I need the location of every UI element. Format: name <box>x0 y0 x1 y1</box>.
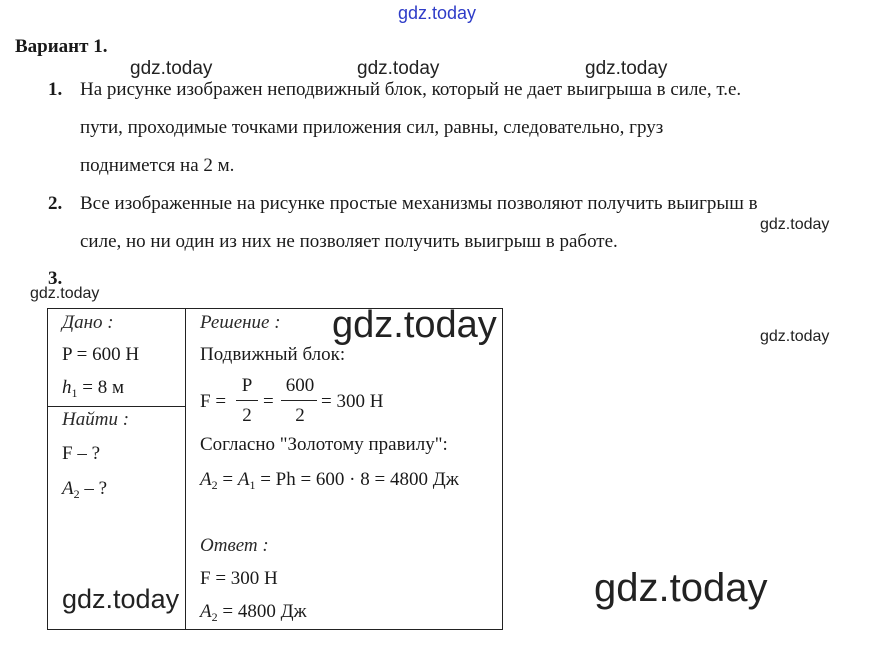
given-weight: P = 600 Н <box>62 344 140 365</box>
watermark: gdz.today <box>30 285 100 302</box>
eq2-work: $A_2 = A_1 = Ph = 600 \cdot 8 = 4800$ Дж <box>200 469 459 492</box>
solution-label: Решение : <box>200 312 281 333</box>
item-text-line: Все изображенные на рисунке простые механизмы позволяют получить выигрыш в <box>80 193 758 214</box>
item-text-line: поднимется на 2 м. <box>80 155 235 176</box>
golden-rule-text: Согласно "Золотому правилу": <box>200 434 448 455</box>
item-number: 1. <box>48 79 63 100</box>
fraction-denominator: 2 <box>295 405 305 426</box>
eq1-lhs: F = <box>200 391 227 412</box>
eq1-rhs: = 300 Н <box>321 391 384 412</box>
watermark: gdz.today <box>357 58 440 79</box>
given-label: Дано : <box>62 312 114 333</box>
fraction-numerator: 600 <box>285 375 315 396</box>
movable-block-text: Подвижный блок: <box>200 344 346 365</box>
watermark: gdz.today <box>760 216 830 233</box>
table-divider-horizontal <box>47 406 186 407</box>
fraction-numerator: P <box>241 375 253 396</box>
watermark: gdz.today <box>130 58 213 79</box>
eq1-equals: = <box>263 391 274 412</box>
answer-label: Ответ : <box>200 535 269 556</box>
fraction-bar <box>281 400 317 401</box>
given-height: $h_1 = 8$ м <box>62 377 124 400</box>
item-text-line: силе, но ни один из них не позволяет получить выигрыш в работе. <box>80 231 618 252</box>
watermark: gdz.today <box>585 58 668 79</box>
table-divider-vertical <box>185 308 186 630</box>
answer-work: $A_2 = 4800$ Дж <box>200 601 307 624</box>
find-label: Найти : <box>62 409 130 430</box>
watermark: gdz.today <box>62 584 180 614</box>
find-work: $A_2$ – ? <box>62 478 108 501</box>
item-number: 3. <box>48 268 63 289</box>
watermark: gdz.today <box>760 328 830 345</box>
watermark: gdz.today <box>594 566 768 610</box>
watermark: gdz.today <box>332 304 497 346</box>
item-text-line: пути, проходимые точками приложения сил, равны, следовательно, груз <box>80 117 664 138</box>
fraction-bar <box>236 400 258 401</box>
watermark-top: gdz.today <box>398 3 477 23</box>
answer-force: F = 300 Н <box>200 568 278 589</box>
variant-heading: Вариант 1. <box>15 36 108 57</box>
find-force: F – ? <box>62 443 100 464</box>
item-text-line: На рисунке изображен неподвижный блок, который не дает выигрыша в силе, т.е. <box>80 79 742 100</box>
item-number: 2. <box>48 193 63 214</box>
fraction-denominator: 2 <box>242 405 252 426</box>
